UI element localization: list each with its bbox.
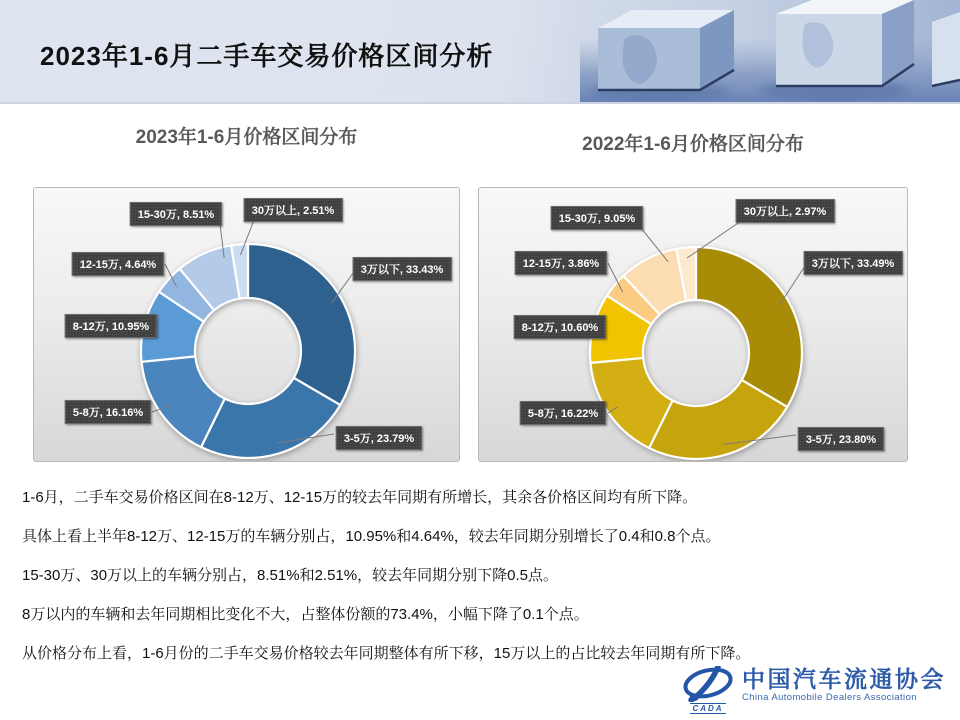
page-title: 2023年1-6月二手车交易价格区间分析 (40, 41, 494, 71)
data-label-3万以下: 3万以下, 33.49% (804, 251, 903, 275)
header-band (0, 0, 960, 104)
data-label-12-15万: 12-15万, 4.64% (72, 252, 164, 276)
data-label-12-15万: 12-15万, 3.86% (515, 251, 607, 275)
cada-logo (682, 666, 946, 714)
data-label-15-30万: 15-30万, 9.05% (551, 206, 643, 230)
header-cubes-graphic (580, 0, 960, 102)
note-line-2: 具体上看上半年8-12万、12-15万的车辆分别占，10.95%和4.64%，较去年同期分别增长了0.4和0.8个点。 (22, 528, 721, 545)
data-label-3万以下: 3万以下, 33.43% (353, 257, 452, 281)
data-label-5-8万: 5-8万, 16.22% (520, 401, 606, 425)
cada-swoosh-icon (682, 666, 734, 702)
data-label-3-5万: 3-5万, 23.79% (336, 426, 422, 450)
note-line-5: 从价格分布上看，1-6月份的二手车交易价格较去年同期整体有所下移，15万以上的占比较去年同期有所下降。 (22, 645, 751, 662)
cada-logo-mark (682, 666, 734, 714)
cada-name-zh: 中国汽车流通协会 (742, 666, 946, 692)
data-label-30万以上: 30万以上, 2.97% (736, 199, 835, 223)
data-label-8-12万: 8-12万, 10.60% (514, 315, 606, 339)
data-label-8-12万: 8-12万, 10.95% (65, 314, 157, 338)
donut-slice-3万以下 (696, 247, 802, 407)
cada-abbr-label: CADA (692, 704, 724, 713)
cada-name-en: China Automobile Dealers Association (742, 692, 917, 703)
donut-slice-3万以下 (248, 244, 355, 405)
chart-title-2022: 2022年1-6月价格区间分布 (582, 134, 804, 155)
donut-slices (141, 244, 355, 458)
data-label-15-30万: 15-30万, 8.51% (130, 202, 222, 226)
donut-slices (590, 247, 802, 459)
cada-logo-text (742, 666, 946, 703)
data-label-30万以上: 30万以上, 2.51% (244, 198, 343, 222)
analysis-notes (22, 488, 942, 683)
data-label-5-8万: 5-8万, 16.16% (65, 400, 151, 424)
note-line-4: 8万以内的车辆和去年同期相比变化不大，占整体份额的73.4%，小幅下降了0.1个点。 (22, 606, 589, 623)
data-label-3-5万: 3-5万, 23.80% (798, 427, 884, 451)
donut-chart-2023 (33, 187, 460, 462)
note-line-3: 15-30万、30万以上的车辆分别占，8.51%和2.51%，较去年同期分别下降0.5点。 (22, 567, 558, 584)
chart-title-2023: 2023年1-6月价格区间分布 (135, 127, 358, 148)
donut-chart-2022 (478, 187, 908, 462)
note-line-1: 1-6月，二手车交易价格区间在8-12万、12-15万的较去年同期有所增长，其余各价格区间均有所下降。 (22, 489, 698, 506)
